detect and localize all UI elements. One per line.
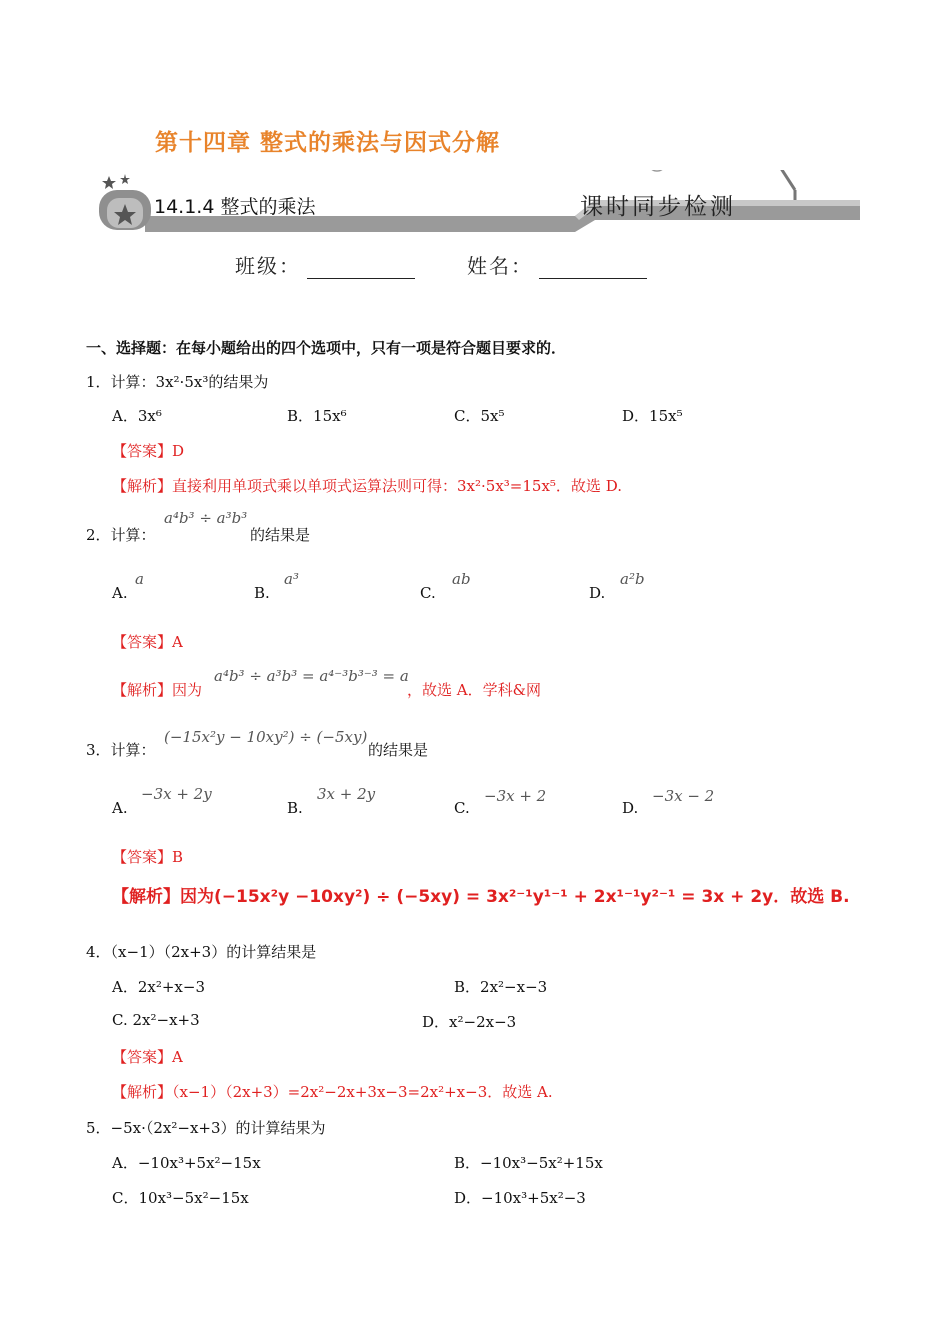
sync-title: 课时同步检测 xyxy=(580,194,736,220)
q3-option-b-math: 3x + 2y xyxy=(317,785,376,803)
q5-option-c[interactable]: C．10x³−5x²−15x xyxy=(112,1189,249,1207)
q1-option-b[interactable]: B．15x⁶ xyxy=(287,407,347,425)
chapter-title: 第十四章 整式的乘法与因式分解 xyxy=(155,130,501,156)
q4-option-d[interactable]: D．x²−2x−3 xyxy=(422,1013,517,1031)
q5-option-a[interactable]: A．−10x³+5x²−15x xyxy=(112,1154,261,1172)
q3-option-a-math: −3x + 2y xyxy=(141,785,212,803)
q2-stem-label: 2．计算： xyxy=(86,526,156,544)
q1-answer: 【答案】D xyxy=(112,442,185,460)
q4-answer: 【答案】A xyxy=(112,1048,183,1066)
q2-analysis-tail: ，故选 A．学科&网 xyxy=(407,681,541,699)
q4-option-c[interactable]: C. 2x²−x+3 xyxy=(112,1011,200,1029)
q3-analysis: 【解析】因为(−15x²y −10xy²) ÷ (−5xy) = 3x²⁻¹y¹⁻¹ + 2x¹⁻¹y²⁻¹ = 3x + 2y．故选 B. xyxy=(112,887,850,907)
class-blank[interactable] xyxy=(307,258,415,279)
section-heading: 一、选择题：在每小题给出的四个选项中，只有一项是符合题目要求的． xyxy=(86,339,567,357)
q2-option-c-math: ab xyxy=(452,570,471,588)
q3-option-c-math: −3x + 2 xyxy=(484,787,547,805)
q5-option-d[interactable]: D．−10x³+5x²−3 xyxy=(454,1189,586,1207)
q5-stem: 5．−5x·（2x²−x+3）的计算结果为 xyxy=(86,1119,326,1137)
name-label: 姓名： xyxy=(467,254,533,278)
q5-option-b[interactable]: B．−10x³−5x²+15x xyxy=(454,1154,603,1172)
q1-stem: 1．计算：3x²·5x³的结果为 xyxy=(86,373,269,391)
q3-stem-tail: 的结果是 xyxy=(368,741,429,759)
q3-option-c[interactable]: C. xyxy=(454,799,470,817)
q3-option-d[interactable]: D. xyxy=(622,799,639,817)
q4-stem: 4．（x−1）（2x+3）的计算结果是 xyxy=(86,943,317,961)
q2-option-d-math: a²b xyxy=(620,570,645,588)
q2-answer: 【答案】A xyxy=(112,633,183,651)
q3-option-d-math: −3x − 2 xyxy=(652,787,715,805)
q2-option-b[interactable]: B. xyxy=(254,584,270,602)
q2-option-b-math: a³ xyxy=(284,570,299,588)
q4-option-b[interactable]: B．2x²−x−3 xyxy=(454,978,548,996)
q2-option-a[interactable]: A. xyxy=(112,584,128,602)
q3-stem-math: (−15x²y − 10xy²) ÷ (−5xy) xyxy=(164,728,368,746)
q3-option-b[interactable]: B. xyxy=(287,799,303,817)
q2-option-d[interactable]: D. xyxy=(589,584,606,602)
q3-answer: 【答案】B xyxy=(112,848,184,866)
bubble-icon xyxy=(648,170,666,171)
q1-option-d[interactable]: D．15x⁵ xyxy=(622,407,683,425)
section-title: 14.1.4 整式的乘法 xyxy=(154,196,316,218)
q2-analysis-label: 【解析】因为 xyxy=(112,681,203,699)
q4-option-a[interactable]: A．2x²+x−3 xyxy=(112,978,205,996)
q2-stem-tail: 的结果是 xyxy=(250,526,311,544)
q1-option-a[interactable]: A．3x⁶ xyxy=(112,407,162,425)
q1-option-c[interactable]: C．5x⁵ xyxy=(454,407,505,425)
q2-option-c[interactable]: C. xyxy=(420,584,436,602)
class-field xyxy=(235,250,415,279)
q3-stem-label: 3．计算： xyxy=(86,741,156,759)
q4-analysis: 【解析】（x−1）（2x+3）=2x²−2x+3x−3=2x²+x−3．故选 A. xyxy=(112,1083,553,1101)
q2-option-a-math: a xyxy=(135,570,144,588)
q2-stem-math: a⁴b³ ÷ a³b³ xyxy=(164,509,248,527)
q1-analysis: 【解析】直接利用单项式乘以单项式运算法则可得：3x²·5x³=15x⁵．故选 D. xyxy=(112,477,622,495)
name-field xyxy=(467,250,647,279)
q3-option-a[interactable]: A. xyxy=(112,799,128,817)
class-label: 班级： xyxy=(235,254,301,278)
name-blank[interactable] xyxy=(539,258,647,279)
q2-analysis-math: a⁴b³ ÷ a³b³ = a⁴⁻³b³⁻³ = a xyxy=(214,667,409,685)
